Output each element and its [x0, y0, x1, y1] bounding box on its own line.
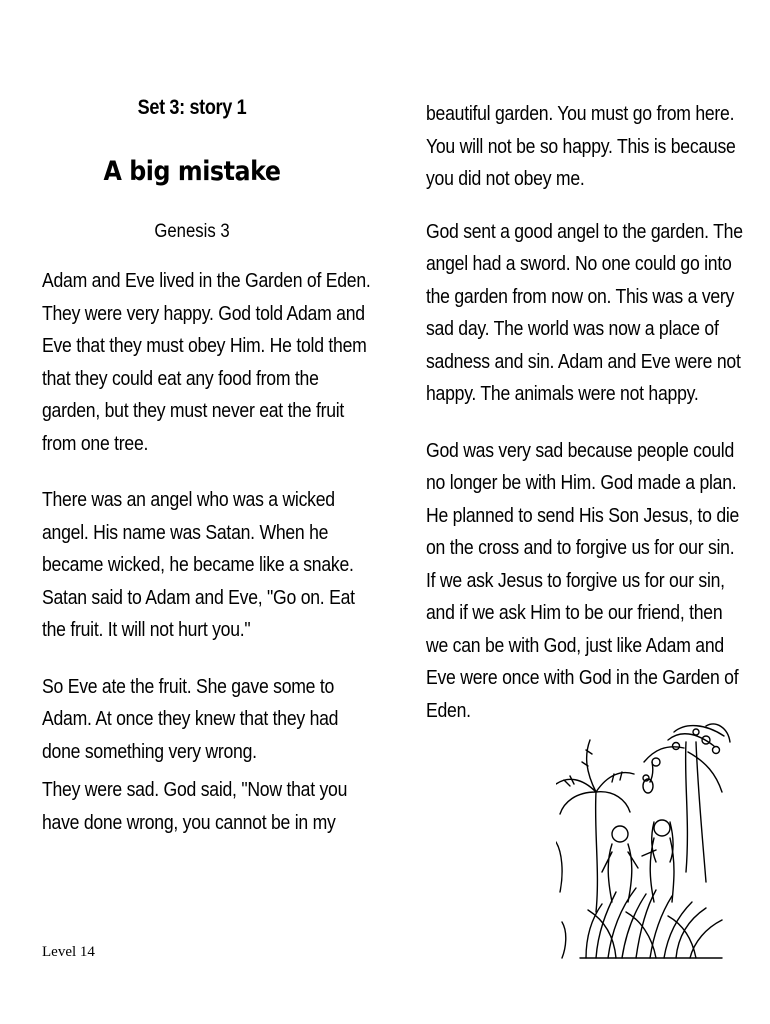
paragraph: So Eve ate the fruit. She gave some to Adam. At once they knew that they had done something very wrong.	[42, 674, 339, 763]
story-title: A big mistake	[103, 156, 281, 187]
right-column	[426, 98, 746, 727]
paragraph: God was very sad because people could no longer be with Him. God made a plan. He planned to send His Son Jesus, to die on the cross and to forgive us for our sin. If we ask Jesus to forgive us for our sin, and if we ask Him to be our friend, then we can be with God, just like Adam and Eve were once with God in the Garden of Eden.	[426, 438, 740, 722]
paragraph: God sent a good angel to the garden. The angel had a sword. No one could go into the garden from now on. This was a very sad day. The world was now a place of sadness and sin. Adam and Eve were not happy. The animals were not happy.	[426, 219, 743, 405]
paragraph: There was an angel who was a wicked angel. His name was Satan. When he became wicked, he became like a snake. Satan said to Adam and Eve, "Go on. Eat the fruit. It will not hurt you."	[42, 488, 355, 641]
paragraph: beautiful garden. You must go from here. You will not be so happy. This is because you did not obey me.	[426, 102, 736, 190]
adam-and-eve-illustration	[556, 722, 732, 962]
set-label: Set 3: story 1	[137, 96, 247, 119]
level-label: Level 14	[42, 944, 95, 960]
paragraph: Adam and Eve lived in the Garden of Eden. They were very happy. God told Adam and Eve that they must obey Him. He told them that they could eat any food from the garden, but they must never eat the fruit from one tree.	[42, 269, 371, 455]
paragraph: They were sad. God said, "Now that you have done wrong, you cannot be in my	[42, 778, 348, 834]
garden-illustration-icon	[556, 722, 732, 962]
left-column	[42, 96, 372, 839]
scripture-reference: Genesis 3	[154, 221, 230, 242]
